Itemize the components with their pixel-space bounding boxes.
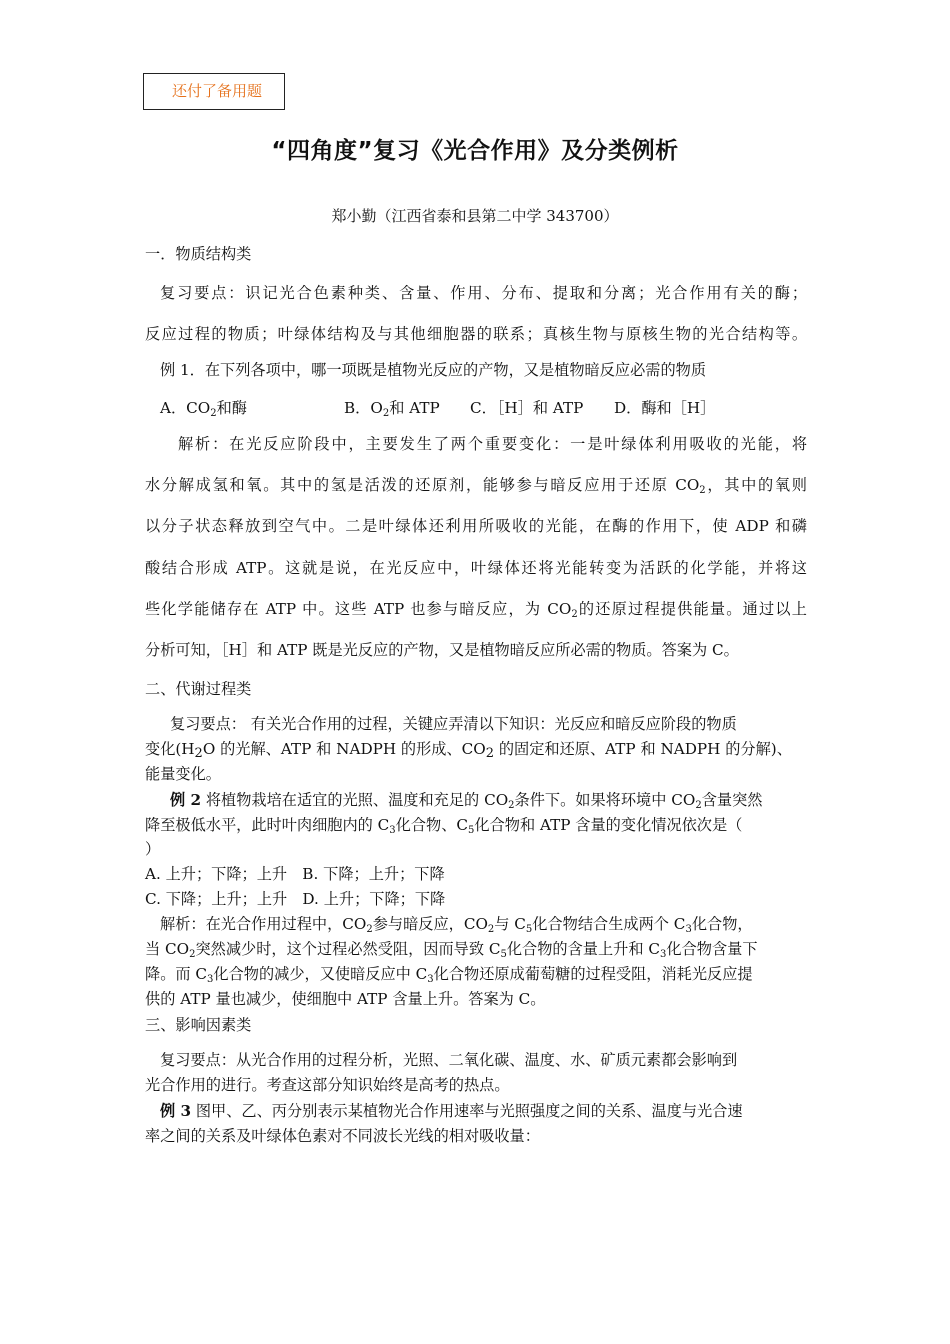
sec3-review-line1: 复习要点：从光合作用的过程分析，光照、二氧化碳、温度、水、矿质元素都会影响到	[160, 1051, 738, 1069]
example3-question-line1: 例 3 图甲、乙、丙分别表示某植物光合作用速率与光照强度之间的关系、温度与光合速	[160, 1102, 743, 1120]
example1-option-c: C．［H］和 ATP	[470, 399, 584, 417]
example3-question-line2: 率之间的关系及叶绿体色素对不同波长光线的相对吸收量：	[145, 1127, 540, 1145]
example2-question-line3: ）	[145, 840, 161, 858]
example1-analysis-line2: 水分解成氢和氧。其中的氢是活泼的还原剂，能够参与暗反应用于还原 $CO_2$，其中的氧则	[145, 476, 807, 496]
sec3-review-line2: 光合作用的进行。考查这部分知识始终是高考的热点。	[145, 1076, 510, 1094]
example2-analysis-line1: 解析：在光合作用过程中，$CO_2$参与暗反应，$CO_2$与 $C_5$化合物结合生成两个 $C_3$化合物，	[160, 915, 753, 935]
example1-analysis-line6: 分析可知，［H］和 ATP 既是光反应的产物，又是植物暗反应所必需的物质。答案为 C。	[145, 641, 739, 659]
page-title: “四角度”复习《光合作用》及分类例析	[271, 138, 679, 164]
section1-heading: 一．物质结构类	[145, 245, 252, 263]
tag-label: 还付了备用题	[172, 82, 263, 100]
example1-analysis-line5: 些化学能储存在 ATP 中。这些 ATP 也参与暗反应，为 $CO_2$的还原过程提供能量。通过以上	[145, 600, 807, 620]
example1-analysis-line3: 以分子状态释放到空气中。二是叶绿体还利用所吸收的光能，在酶的作用下，使 ADP 和磷	[145, 517, 807, 535]
author-line: 郑小勤（江西省泰和县第二中学 343700）	[331, 207, 619, 225]
example1-analysis-line4: 酸结合形成 ATP。这就是说，在光反应中，叶绿体还将光能转变为活跃的化学能，并将这	[145, 559, 807, 577]
sec1-review-line1: 复习要点：识记光合色素种类、含量、作用、分布、提取和分离；光合作用有关的酶；	[160, 284, 807, 302]
example1-analysis-line1: 解析：在光反应阶段中，主要发生了两个重要变化：一是叶绿体利用吸收的光能，将	[178, 435, 807, 453]
example2-question-line2: 降至极低水平，此时叶肉细胞内的 $C_3$化合物、$C_5$化合物和 ATP 含量的变化情况依次是（	[145, 816, 743, 836]
example1-option-a: A．$CO_2$和酶	[160, 399, 247, 419]
sec2-review-line2: 变化(H2O 的光解、ATP 和 NADPH 的形成、CO2 的固定和还原、ATP 和 NADPH 的分解)、	[145, 740, 792, 761]
example1-question: 例 1．在下列各项中，哪一项既是植物光反应的产物，又是植物暗反应必需的物质	[160, 361, 707, 379]
example2-analysis-line3: 降。而 $C_3$化合物的减少，又使暗反应中 $C_3$化合物还原成葡萄糖的过程受阻，消耗光反应提	[145, 965, 753, 985]
example2-analysis-line2: 当 $CO_2$突然减少时，这个过程必然受阻，因而导致 $C_5$化合物的含量上升和 $C_3$化合物含量下	[145, 940, 758, 960]
sec2-review-line3: 能量变化。	[145, 765, 221, 783]
sec2-review-line1: 复习要点： 有关光合作用的过程，关键应弄清以下知识：光反应和暗反应阶段的物质	[170, 715, 737, 733]
section2-heading: 二、代谢过程类	[145, 680, 252, 698]
example1-option-b: B．$O_2$和 ATP	[344, 399, 440, 419]
example2-options-line1: A. 上升；下降；上升 B. 下降；上升；下降	[145, 865, 445, 883]
example1-option-d: D．酶和［H］	[614, 399, 716, 417]
example2-options-line2: C. 下降；上升；上升 D. 上升；下降；下降	[145, 890, 446, 908]
example2-analysis-line4: 供的 ATP 量也减少，使细胞中 ATP 含量上升。答案为 C。	[145, 990, 546, 1008]
example2-question-line1: 例 2 将植物栽培在适宜的光照、温度和充足的 $CO_2$条件下。如果将环境中 $CO_2$含量突然	[170, 791, 763, 811]
sec1-review-line2: 反应过程的物质；叶绿体结构及与其他细胞器的联系；真核生物与原核生物的光合结构等。	[145, 325, 807, 343]
section3-heading: 三、影响因素类	[145, 1016, 252, 1034]
